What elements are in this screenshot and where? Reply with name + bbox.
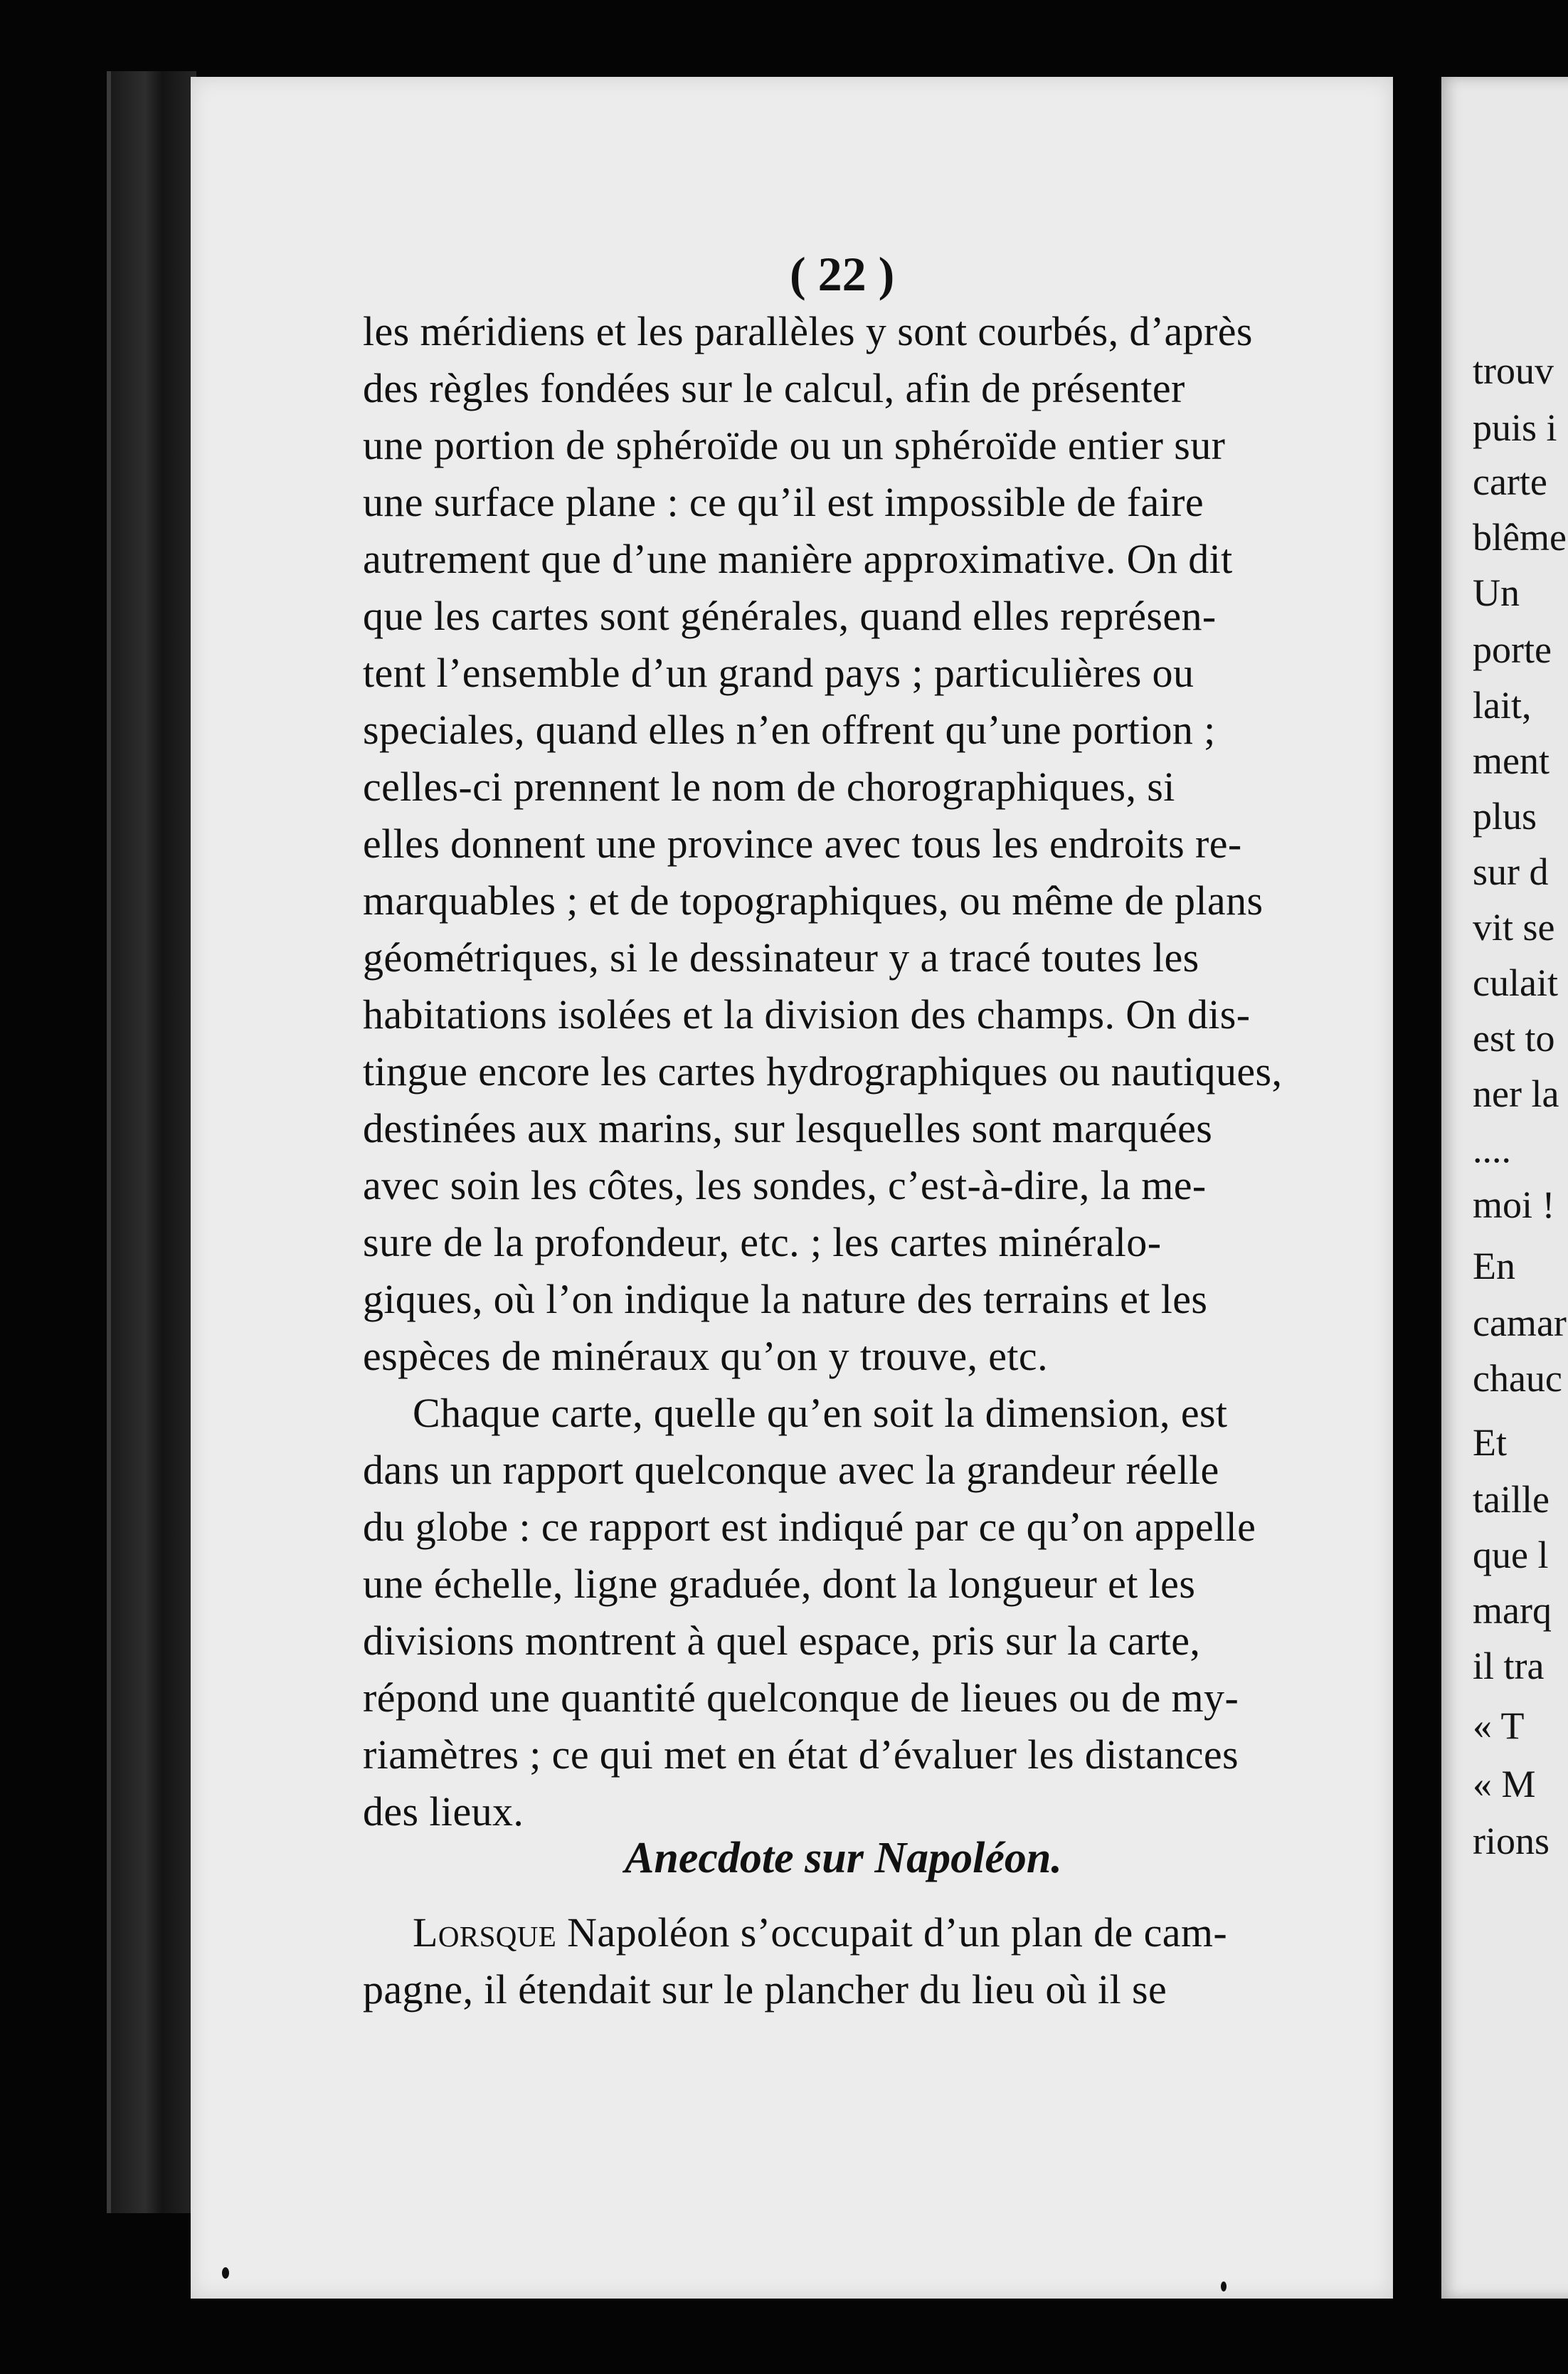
text-line: tingue encore les cartes hydrographiques ou nautiques, xyxy=(363,1048,1283,1094)
text-line: espèces de minéraux qu’on y trouve, etc. xyxy=(363,1333,1048,1379)
text-line: des lieux. xyxy=(363,1788,524,1835)
adjacent-text-line: ner la xyxy=(1473,1072,1559,1115)
text-line: destinées aux marins, sur lesquelles sont marquées xyxy=(363,1105,1213,1151)
adjacent-text-line: « M xyxy=(1473,1763,1536,1805)
text-line: sure de la profondeur, etc. ; les cartes minéralo- xyxy=(363,1219,1162,1265)
text-line: tent l’ensemble d’un grand pays ; particulières ou xyxy=(363,650,1194,696)
text-line: Chaque carte, quelle qu’en soit la dimension, est xyxy=(413,1390,1228,1436)
adjacent-text-line: chauc xyxy=(1473,1357,1562,1400)
text-line: pagne, il étendait sur le plancher du lieu où il se xyxy=(363,1966,1167,2012)
adjacent-text-line: lait, xyxy=(1473,684,1532,727)
text-line: une surface plane : ce qu’il est impossible de faire xyxy=(363,479,1204,525)
adjacent-text-line: rions xyxy=(1473,1820,1550,1862)
adjacent-text-line: est to xyxy=(1473,1017,1555,1060)
text-line: elles donnent une province avec tous les endroits re- xyxy=(363,821,1242,867)
adjacent-text-line: trouv xyxy=(1473,349,1554,392)
adjacent-page xyxy=(1441,77,1568,2299)
section-heading: Anecdote sur Napoléon. xyxy=(625,1834,1062,1882)
text-line: autrement que d’une manière approximative. On dit xyxy=(363,536,1233,582)
text-line: une échelle, ligne graduée, dont la longueur et les xyxy=(363,1561,1196,1607)
text-line: répond une quantité quelconque de lieues ou de my- xyxy=(363,1674,1239,1721)
text-line: les méridiens et les parallèles y sont courbés, d’après xyxy=(363,308,1253,354)
book-binding xyxy=(107,71,196,2213)
adjacent-text-line: blême xyxy=(1473,516,1567,559)
adjacent-text-line: puis i xyxy=(1473,406,1557,449)
text-line: riamètres ; ce qui met en état d’évaluer les distances xyxy=(363,1731,1239,1778)
adjacent-text-line: que l xyxy=(1473,1534,1549,1576)
text-line: divisions montrent à quel espace, pris sur la carte, xyxy=(363,1618,1201,1664)
adjacent-text-line: Un xyxy=(1473,571,1520,614)
adjacent-text-line: Et xyxy=(1473,1421,1507,1464)
dropcap-word: Lorsque xyxy=(413,1909,557,1956)
adjacent-text-line: « T xyxy=(1473,1704,1525,1747)
text-line: géométriques, si le dessinateur y a tracé toutes les xyxy=(363,934,1199,981)
adjacent-text-line: camar xyxy=(1473,1302,1567,1344)
adjacent-text-line: sur d xyxy=(1473,850,1549,893)
adjacent-text-line: En xyxy=(1473,1245,1515,1287)
adjacent-text-line: vit se xyxy=(1473,906,1555,949)
text-line: celles-ci prennent le nom de chorographiques, si xyxy=(363,764,1175,810)
text-line: que les cartes sont générales, quand elles représen- xyxy=(363,593,1217,639)
adjacent-text-line: plus xyxy=(1473,795,1537,838)
text-line xyxy=(413,1909,1423,1956)
page-number: ( 22 ) xyxy=(790,247,895,301)
ink-speck xyxy=(222,2267,229,2279)
adjacent-text-line: carte xyxy=(1473,460,1547,503)
adjacent-text-line: .... xyxy=(1473,1128,1511,1171)
text-line: giques, où l’on indique la nature des terrains et les xyxy=(363,1276,1208,1322)
adjacent-text-line: il tra xyxy=(1473,1645,1545,1687)
adjacent-text-line: taille xyxy=(1473,1478,1550,1521)
line-rest: Napoléon s’occupait d’un plan de cam- xyxy=(556,1909,1228,1956)
text-line: marquables ; et de topographiques, ou même de plans xyxy=(363,877,1264,924)
adjacent-text-line: ment xyxy=(1473,739,1550,782)
text-line: des règles fondées sur le calcul, afin de présenter xyxy=(363,365,1185,411)
text-line: du globe : ce rapport est indiqué par ce qu’on appelle xyxy=(363,1504,1256,1550)
text-line: une portion de sphéroïde ou un sphéroïde entier sur xyxy=(363,422,1226,468)
adjacent-text-line: porte xyxy=(1473,628,1552,671)
adjacent-text-line: moi ! xyxy=(1473,1183,1555,1226)
text-line: avec soin les côtes, les sondes, c’est-à-dire, la me- xyxy=(363,1162,1207,1208)
adjacent-text-line: culait xyxy=(1473,961,1558,1004)
adjacent-text-line: marq xyxy=(1473,1589,1552,1632)
ink-speck xyxy=(1221,2281,1227,2291)
text-line: habitations isolées et la division des champs. On dis- xyxy=(363,991,1251,1038)
text-line: dans un rapport quelconque avec la grandeur réelle xyxy=(363,1447,1219,1493)
text-line: speciales, quand elles n’en offrent qu’une portion ; xyxy=(363,707,1216,753)
